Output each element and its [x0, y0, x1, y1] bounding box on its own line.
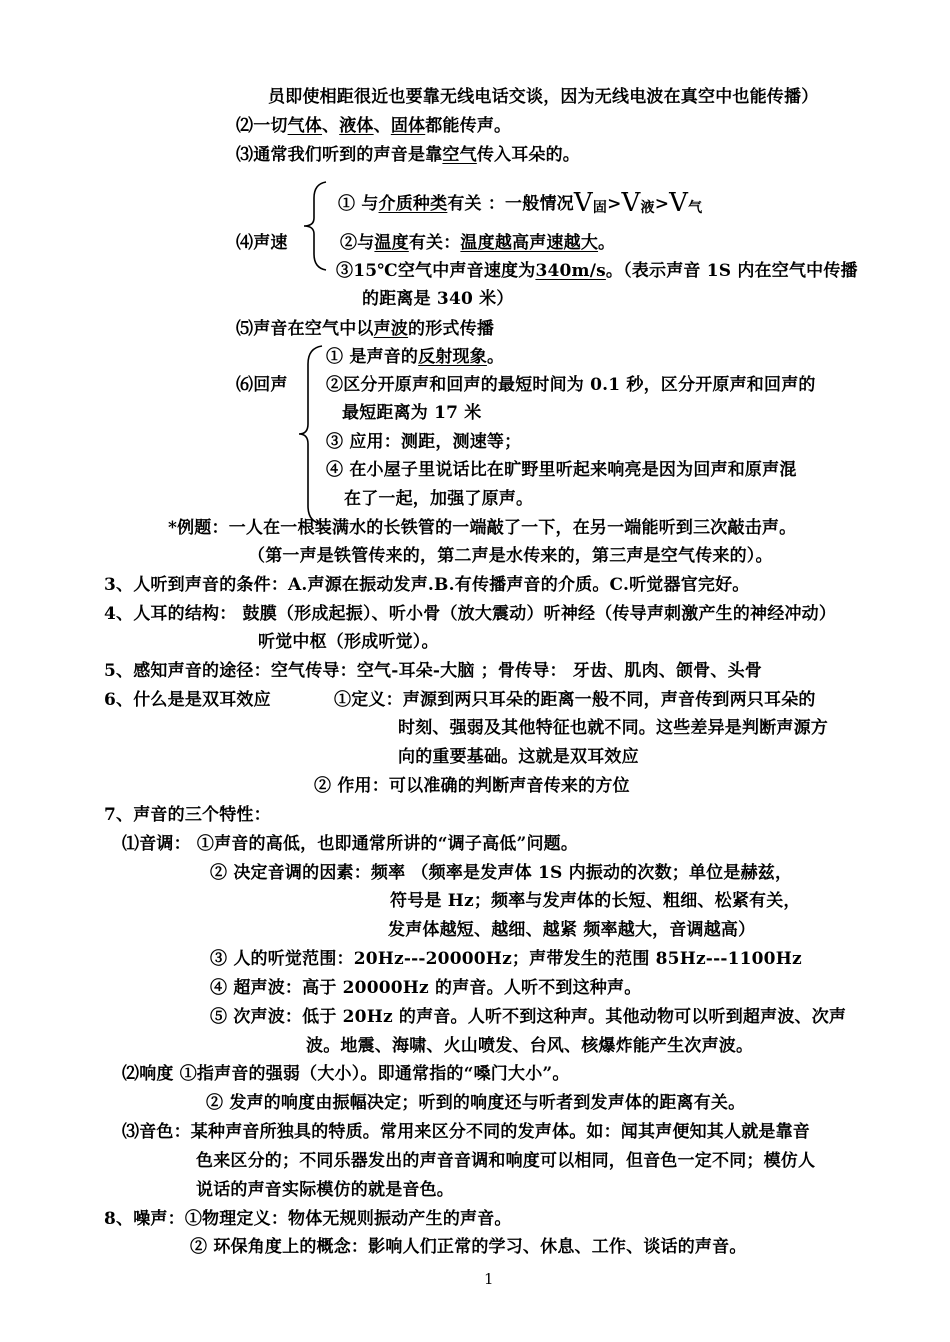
text-line: 听觉中枢（形成听觉）。 — [258, 632, 439, 652]
text-line: 向的重要基础。这就是双耳效应 — [398, 747, 639, 767]
text-line: 色来区分的；不同乐器发出的声音音调和响度可以相同，但音色一定不同；模仿人 — [196, 1151, 816, 1171]
text-line: ③ 应用：测距，测速等； — [326, 432, 522, 452]
text-line: 说话的声音实际模仿的就是音色。 — [196, 1180, 454, 1200]
text-line: ① 是声音的反射现象。 — [326, 347, 505, 367]
text-line: 5、感知声音的途径：空气传导：空气-耳朵-大脑 ；骨传导： 牙齿、肌肉、颌骨、头骨 — [104, 661, 762, 681]
text-line: *例题：一人在一根装满水的长铁管的一端敲了一下，在另一端能听到三次敲击声。 — [168, 518, 797, 538]
text-line: 员即使相距很近也要靠无线电话交谈，因为无线电波在真空中也能传播） — [268, 87, 819, 107]
text-line: ② 决定音调的因素：频率 （频率是发声体 1S 内振动的次数；单位是赫兹， — [210, 863, 793, 883]
text-line: 时刻、强弱及其他特征也就不同。这些差异是判断声源方 — [398, 718, 828, 738]
text-line: ② 环保角度上的概念：影响人们正常的学习、休息、工作、谈话的声音。 — [190, 1237, 747, 1257]
text-line: ② 作用：可以准确的判断声音传来的方位 — [314, 776, 630, 796]
text-line: 7、声音的三个特性： — [104, 805, 271, 825]
text-line: 6、什么是是双耳效应 — [104, 690, 271, 710]
text-line: ⑴音调： ①声音的高低，也即通常所讲的“调子高低”问题。 — [122, 834, 579, 854]
text-line: ③ 人的听觉范围：20Hz---20000Hz；声带发生的范围 85Hz---1100Hz — [210, 949, 802, 969]
text-line: ② 发声的响度由振幅决定；听到的响度还与听者到发声体的距离有关。 — [206, 1093, 746, 1113]
text-line: ① 与介质种类有关 ：一般情况V固>V液>V气 — [338, 188, 703, 218]
text-line: ③15℃空气中声音速度为340m/s。（表示声音 1S 内在空气中传播 — [336, 261, 858, 281]
text-line: ④ 超声波：高于 20000Hz 的声音。人听不到这种声。 — [210, 978, 642, 998]
page-number: 1 — [484, 1270, 494, 1288]
text-line: ①定义：声源到两只耳朵的距离一般不同，声音传到两只耳朵的 — [334, 690, 816, 710]
text-line: 波。地震、海啸、火山喷发、台风、核爆炸能产生次声波。 — [306, 1036, 754, 1056]
text-line: ④ 在小屋子里说话比在旷野里听起来响亮是因为回声和原声混 — [326, 460, 797, 480]
brace-echo-icon — [296, 344, 326, 526]
text-line: 在了一起，加强了原声。 — [344, 489, 534, 509]
text-line: 符号是 Hz；频率与发声体的长短、粗细、松紧有关， — [390, 891, 801, 911]
text-line: ⑵一切气体、液体、固体都能传声。 — [236, 116, 512, 136]
text-line: ⑵响度 ①指声音的强弱（大小）。即通常指的“嗓门大小”。 — [122, 1064, 570, 1084]
text-line: 4、人耳的结构： 鼓膜（形成起振）、听小骨（放大震动）听神经（传导声刺激产生的神经冲动） — [104, 604, 837, 624]
brace-speed-icon — [300, 180, 330, 272]
text-line: 的距离是 340 米） — [362, 289, 514, 309]
text-line: ⑤ 次声波：低于 20Hz 的声音。人听不到这种声。其他动物可以听到超声波、次声 — [210, 1007, 847, 1027]
text-line: ⑷声速 — [236, 233, 288, 253]
text-line: 最短距离为 17 米 — [342, 403, 482, 423]
text-line: 8、噪声：①物理定义：物体无规则振动产生的声音。 — [104, 1209, 512, 1229]
text-line: ⑸声音在空气中以声波的形式传播 — [236, 319, 495, 339]
text-line: ②区分开原声和回声的最短时间为 0.1 秒，区分开原声和回声的 — [326, 375, 816, 395]
text-line: ⑶音色：某种声音所独具的特质。常用来区分不同的发声体。如：闻其声便知其人就是靠音 — [122, 1122, 810, 1142]
text-line: ⑹回声 — [236, 375, 288, 395]
text-line: ⑶通常我们听到的声音是靠空气传入耳朵的。 — [236, 145, 581, 165]
text-line: ②与温度有关：温度越高声速越大。 — [340, 233, 616, 253]
text-line: 发声体越短、越细、越紧 频率越大，音调越高） — [388, 920, 756, 940]
text-line: 3、人听到声音的条件：A.声源在振动发声.B.有传播声音的介质。C.听觉器官完好。 — [104, 575, 750, 595]
text-line: （第一声是铁管传来的，第二声是水传来的，第三声是空气传来的）。 — [248, 546, 773, 566]
